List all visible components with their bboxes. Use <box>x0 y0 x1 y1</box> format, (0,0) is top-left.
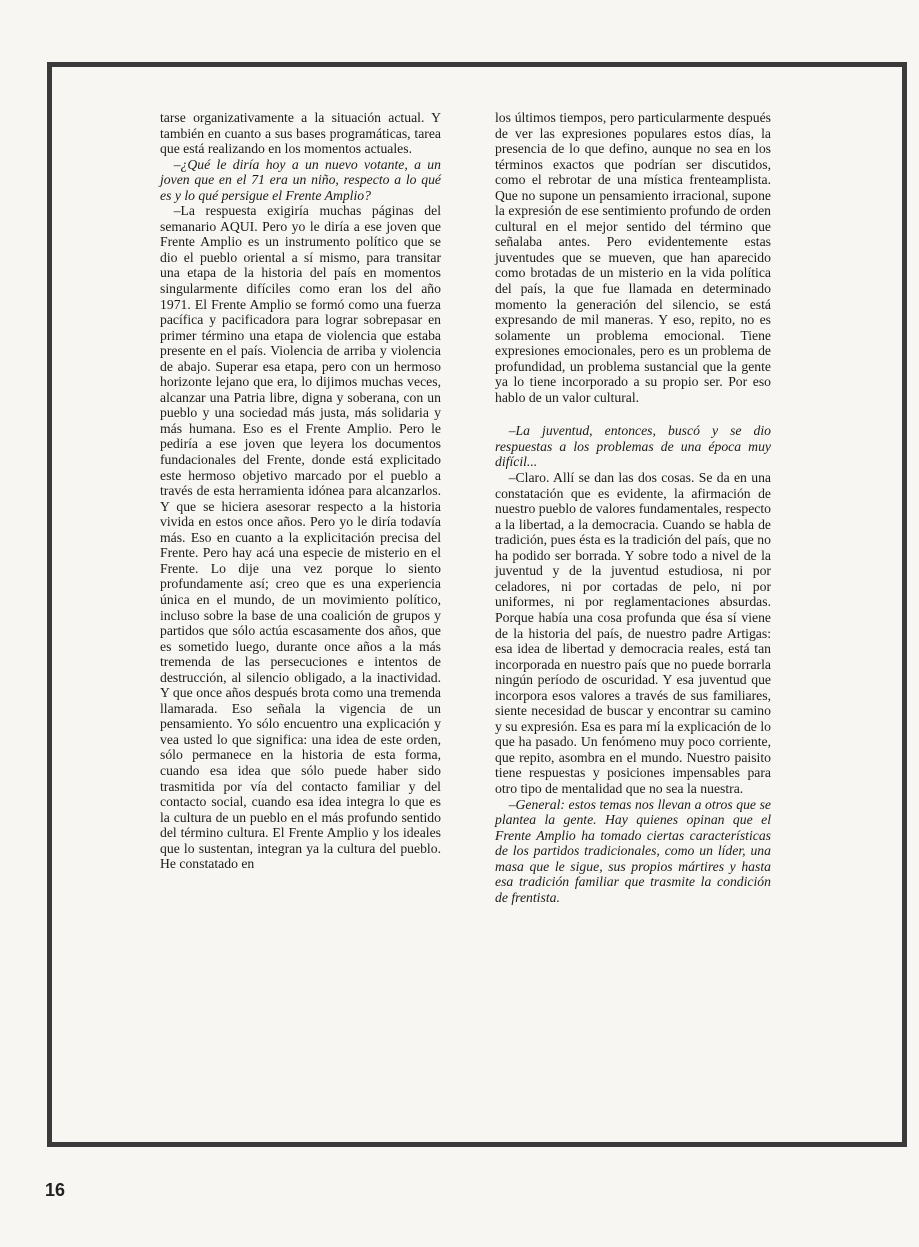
interview-question: –La juventud, entonces, buscó y se dio respuestas a los problemas de una época muy difícil... <box>495 423 771 470</box>
interview-question: –General: estos temas nos llevan a otros que se plantea la gente. Hay quienes opinan que el Frente Amplio ha tomado ciertas características de los partidos tradicionales, como un líder, una masa que le sigue, sus propios mártires y hasta esa tradición familiar que trasmite la condición de frentista. <box>495 796 771 905</box>
right-text-column <box>495 110 771 905</box>
interview-answer: –La respuesta exigiría muchas páginas del semanario AQUI. Pero yo le diría a ese joven que Frente Amplio es un instrumento político que se dio el pueblo oriental a sí mismo, para transitar una etapa de la historia del país en momentos singularmente difíciles como eran los del año 1971. El Frente Amplio se formó como una fuerza pacífica y pacificadora para lograr sobrepasar en primer término una etapa de violencia que estaba presente en el país. Violencia de arriba y violencia de abajo. Superar esa etapa, pero con un hermoso horizonte lejano que era, lo dijimos muchas veces, alcanzar una Patria libre, digna y soberana, con un pueblo y una sociedad más justa, más solidaria y más humana. Eso es el Frente Amplio. Pero le pediría a ese joven que leyera los documentos fundacionales del Frente, donde está explicitado este hermoso objetivo marcado por el pueblo a través de esta herramienta idónea para alcanzarlos. Y que se hiciera asesorar respecto a la historia vivida en estos once años. Pero yo le diría todavía más. Eso en cuanto a la explicitación precisa del Frente. Pero hay acá una especie de misterio en el Frente. Lo dije una vez porque lo siento profundamente así; creo que es una experiencia única en el mundo, de un movimiento político, incluso sobre la base de una coalición de grupos y partidos que sólo actúa escasamente dos años, que es sometido luego, durante once años a la más tremenda de las persecuciones e intentos de destrucción, al silencio obligado, a la inactividad. Y que once años después brota como una tremenda llamarada. Eso señala la vigencia de un pensamiento. Yo sólo encuentro una explicación y vea usted lo que significa: una idea de este orden, sólo permanece en la historia de esta forma, cuando esa idea que sólo puede haber sido trasmitida por vía del contacto familiar y del contacto social, cuando esa idea integra lo que es la cultura de un pueblo en el más profundo sentido del término cultura. El Frente Amplio y los ideales que lo sustentan, integran ya la cultura del pueblo. He constatado en <box>160 203 441 872</box>
paragraph: los últimos tiempos, pero particularmente después de ver las expresiones populares estos días, la presencia de lo que defino, aunque no sea en los términos exactos que podrían ser discutidos, como el rebrotar de una mística frenteamplista. Que no supone un pensamiento irracional, supone la expresión de ese sentimiento profundo de orden cultural en el mejor sentido del término que señalaba antes. Pero evidentemente estas juventudes que se mueven, que han aparecido como brotadas de un misterio en la vida política del país, la que fue llamada en determinado momento la generación del silencio, se está expresando de mil maneras. Y eso, repito, no es solamente un problema emocional. Tiene expresiones emocionales, pero es un problema de profundidad, un problema sustancial que la gente ya lo tiene incorporado a su propio ser. Por eso hablo de un valor cultural. <box>495 110 771 405</box>
paragraph: tarse organizativamente a la situación actual. Y también en cuanto a sus bases programáticas, tarea que está realizando en los momentos actuales. <box>160 110 441 157</box>
interview-question: –¿Qué le diría hoy a un nuevo votante, a un joven que en el 71 era un niño, respecto a lo qué es y lo qué persigue el Frente Amplio? <box>160 156 441 203</box>
page-number: 16 <box>45 1180 66 1200</box>
interview-answer: –Claro. Allí se dan las dos cosas. Se da en una constatación que es evidente, la afirmación de nuestro pueblo de valores fundamentales, respecto a la libertad, a la democracia. Cuando se habla de tradición, pues ésta es la tradición del país, que no ha podido ser borrada. Y sobre todo a nivel de la juventud y de la juventud estudiosa, ni por celadores, ni por cortadas de pelo, ni por uniformes, ni por reglamentaciones absurdas. Porque había una cosa profunda que ésa sí viene de la historia del país, de nuestro padre Artigas: esa idea de libertad y democracia reales, está tan incorporada en nuestro país que no puede borrarla ningún período de oscuridad. Y esa juventud que incorpora esos valores a través de sus familiares, siente necesidad de buscar y encontrar su camino y su expresión. Esa es para mí la explicación de lo que ha pasado. Un fenómeno muy poco corriente, que repito, asombra en el mundo. Nuestro paisito tiene respuestas y posiciones impensables para otro tipo de mentalidad que no sea la nuestra. <box>495 470 771 796</box>
left-text-column <box>160 110 441 872</box>
